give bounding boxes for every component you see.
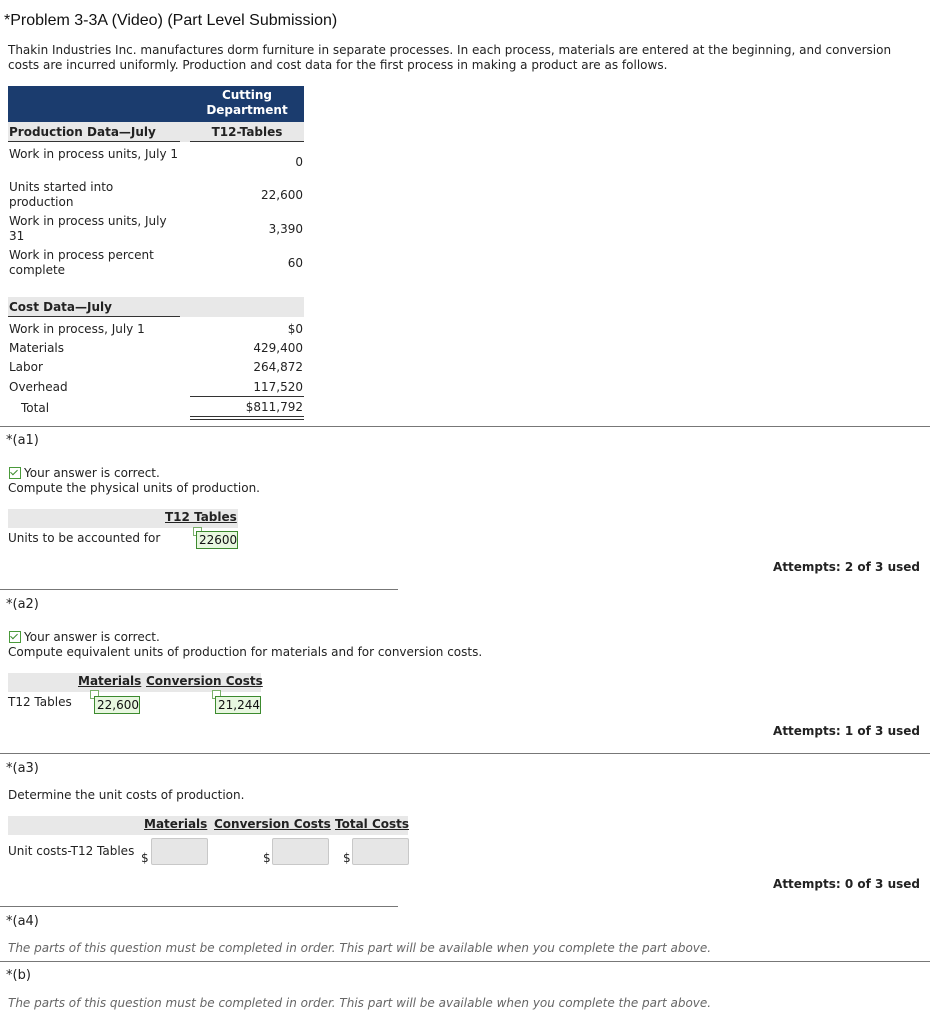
col-header: Conversion Costs bbox=[214, 817, 331, 831]
currency-symbol: $ bbox=[263, 851, 271, 865]
prod-header: Production Data—July bbox=[9, 125, 156, 139]
prod-row-label: Units started into production bbox=[9, 180, 114, 209]
cost-row-label: Overhead bbox=[9, 380, 68, 394]
attempts-counter: Attempts: 1 of 3 used bbox=[773, 724, 920, 738]
divider bbox=[190, 396, 304, 397]
check-icon bbox=[9, 631, 21, 643]
problem-intro: Thakin Industries Inc. manufactures dorm furniture in separate processes. In each process, materials are entered at the beginning, and conversion costs are incurred uniformly. Production and cost data for the first process in making a product are as follows. bbox=[8, 43, 892, 72]
col-header: T12 Tables bbox=[165, 510, 237, 524]
section-divider bbox=[0, 426, 930, 427]
col-header: Materials bbox=[78, 674, 142, 688]
cost-row-label: Materials bbox=[9, 341, 65, 355]
unit-total-input[interactable] bbox=[352, 838, 409, 865]
section-divider bbox=[0, 961, 930, 962]
correct-text: Your answer is correct. bbox=[24, 466, 160, 480]
attempts-counter: Attempts: 2 of 3 used bbox=[773, 560, 920, 574]
divider bbox=[190, 416, 304, 417]
divider bbox=[190, 141, 304, 142]
col-header: Materials bbox=[144, 817, 208, 831]
correct-message bbox=[9, 466, 160, 480]
cost-row-value: 429,400 bbox=[253, 341, 303, 355]
instruction: Compute the physical units of production. bbox=[8, 481, 260, 495]
locked-note: The parts of this question must be completed in order. This part will be available when you complete the part above. bbox=[8, 941, 712, 955]
col-header: T12-Tables bbox=[211, 125, 283, 139]
check-icon bbox=[9, 467, 21, 479]
cost-row-label: Labor bbox=[9, 360, 43, 374]
row-label: T12 Tables bbox=[8, 695, 72, 709]
prod-row-value: 3,390 bbox=[268, 222, 303, 236]
instruction: Determine the unit costs of production. bbox=[8, 788, 245, 802]
prod-row-label: Work in process units, July 31 bbox=[9, 214, 167, 243]
prod-row-value: 22,600 bbox=[261, 188, 303, 202]
currency-symbol: $ bbox=[343, 851, 351, 865]
cost-row-value: 264,872 bbox=[253, 360, 303, 374]
section-divider bbox=[0, 753, 930, 754]
cost-row-label: Work in process, July 1 bbox=[9, 322, 145, 336]
divider bbox=[190, 419, 304, 420]
part-b-label: *(b) bbox=[6, 968, 31, 983]
prod-row-value: 0 bbox=[295, 155, 303, 169]
unit-conversion-input[interactable] bbox=[272, 838, 329, 865]
cost-header: Cost Data—July bbox=[9, 300, 112, 314]
correct-message bbox=[9, 630, 160, 644]
section-divider bbox=[0, 906, 398, 907]
problem-title: *Problem 3-3A (Video) (Part Level Submission) bbox=[4, 12, 338, 29]
locked-note: The parts of this question must be completed in order. This part will be available when you complete the part above. bbox=[8, 996, 712, 1010]
divider bbox=[8, 316, 180, 317]
cost-row-value: 117,520 bbox=[253, 380, 303, 394]
part-a1-label: *(a1) bbox=[6, 433, 39, 448]
col-header: Conversion Costs bbox=[146, 674, 263, 688]
row-label: Units to be accounted for bbox=[8, 531, 161, 545]
part-a3-label: *(a3) bbox=[6, 761, 39, 776]
materials-answer-input[interactable]: 22,600 bbox=[94, 696, 140, 714]
conversion-answer-input[interactable]: 21,244 bbox=[215, 696, 261, 714]
cost-row-value: $0 bbox=[287, 322, 303, 336]
instruction: Compute equivalent units of production for materials and for conversion costs. bbox=[8, 645, 483, 659]
currency-symbol: $ bbox=[141, 851, 149, 865]
prod-row-label: Work in process units, July 1 bbox=[9, 147, 179, 161]
part-a2-label: *(a2) bbox=[6, 597, 39, 612]
prod-row-label: Work in process percent complete bbox=[9, 248, 154, 277]
correct-text: Your answer is correct. bbox=[24, 630, 160, 644]
prod-row-value: 60 bbox=[287, 256, 303, 270]
part-a4-label: *(a4) bbox=[6, 914, 39, 929]
total-label: Total bbox=[21, 401, 50, 415]
units-answer-input[interactable]: 22600 bbox=[196, 531, 238, 549]
divider bbox=[8, 141, 180, 142]
col-header: Total Costs bbox=[335, 817, 410, 831]
row-label: Unit costs-T12 Tables bbox=[8, 844, 135, 858]
total-value: $811,792 bbox=[245, 400, 303, 414]
unit-materials-input[interactable] bbox=[151, 838, 208, 865]
attempts-counter: Attempts: 0 of 3 used bbox=[773, 877, 920, 891]
dept-header: Cutting Department bbox=[190, 88, 304, 118]
section-divider bbox=[0, 589, 398, 590]
